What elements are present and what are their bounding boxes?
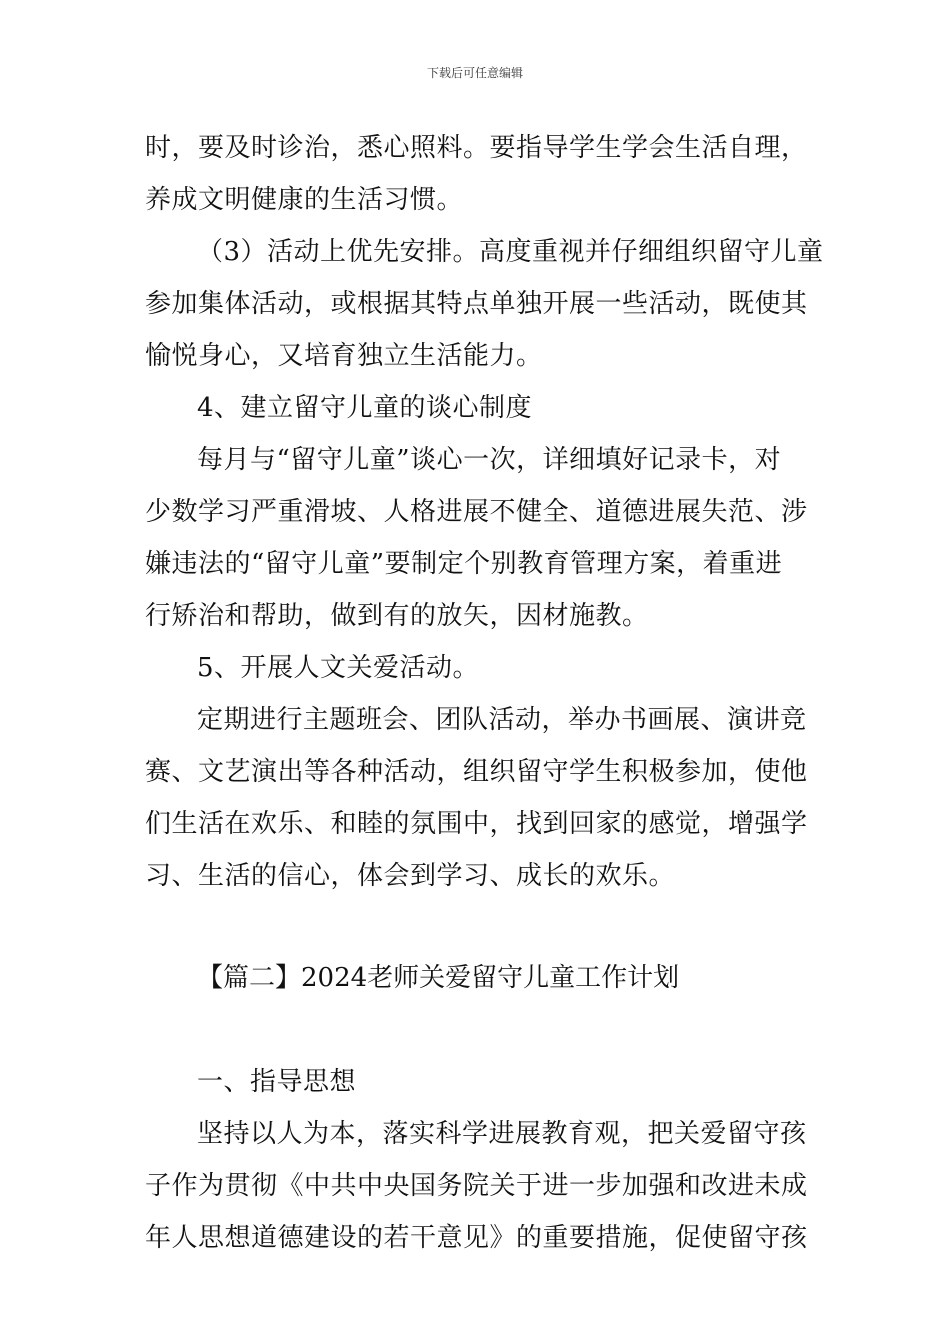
paragraph-line: （3）活动上优先安排。高度重视并仔细组织留守儿童 [197, 237, 824, 267]
paragraph-line: 子作为贯彻《中共中央国务院关于进一步加强和改进未成 [145, 1171, 808, 1201]
paragraph-line: 坚持以人为本，落实科学进展教育观，把关爱留守孩 [197, 1119, 807, 1149]
paragraph-line: 嫌违法的“留守儿童”要制定个别教育管理方案，着重进 [145, 549, 783, 579]
paragraph-line: 愉悦身心，又培育独立生活能力。 [145, 341, 543, 371]
paragraph-line: 赛、文艺演出等各种活动，组织留守学生积极参加，使他 [145, 757, 808, 787]
paragraph-line: 养成文明健康的生活习惯。 [145, 185, 464, 215]
paragraph-line: 行矫治和帮助，做到有的放矢，因材施教。 [145, 601, 649, 631]
paragraph-line: 年人思想道德建设的若干意见》的重要措施，促使留守孩 [145, 1223, 808, 1253]
section-title: 【篇二】2024老师关爱留守儿童工作计划 [197, 963, 680, 993]
paragraph-line: 少数学习严重滑坡、人格进展不健全、道德进展失范、涉 [145, 497, 808, 527]
header-note: 下载后可任意编辑 [426, 66, 523, 80]
paragraph-line: 们生活在欢乐、和睦的氛围中，找到回家的感觉，增强学 [145, 809, 808, 839]
paragraph-line: 时，要及时诊治，悉心照料。要指导学生学会生活自理， [145, 133, 808, 163]
subheading-5: 5、开展人文关爱活动。 [197, 653, 480, 683]
section-spacer [145, 902, 810, 952]
document-body [145, 122, 824, 1264]
section-spacer [145, 1004, 810, 1056]
paragraph-line: 每月与“留守儿童”谈心一次，详细填好记录卡，对 [197, 445, 782, 475]
paragraph-line: 参加集体活动，或根据其特点单独开展一些活动，既使其 [145, 289, 808, 319]
subheading-guide: 一、指导思想 [197, 1067, 357, 1097]
subheading-4: 4、建立留守儿童的谈心制度 [197, 393, 533, 423]
paragraph-line: 定期进行主题班会、团队活动，举办书画展、演讲竞 [197, 705, 807, 735]
paragraph-line: 习、生活的信心，体会到学习、成长的欢乐。 [145, 861, 676, 891]
